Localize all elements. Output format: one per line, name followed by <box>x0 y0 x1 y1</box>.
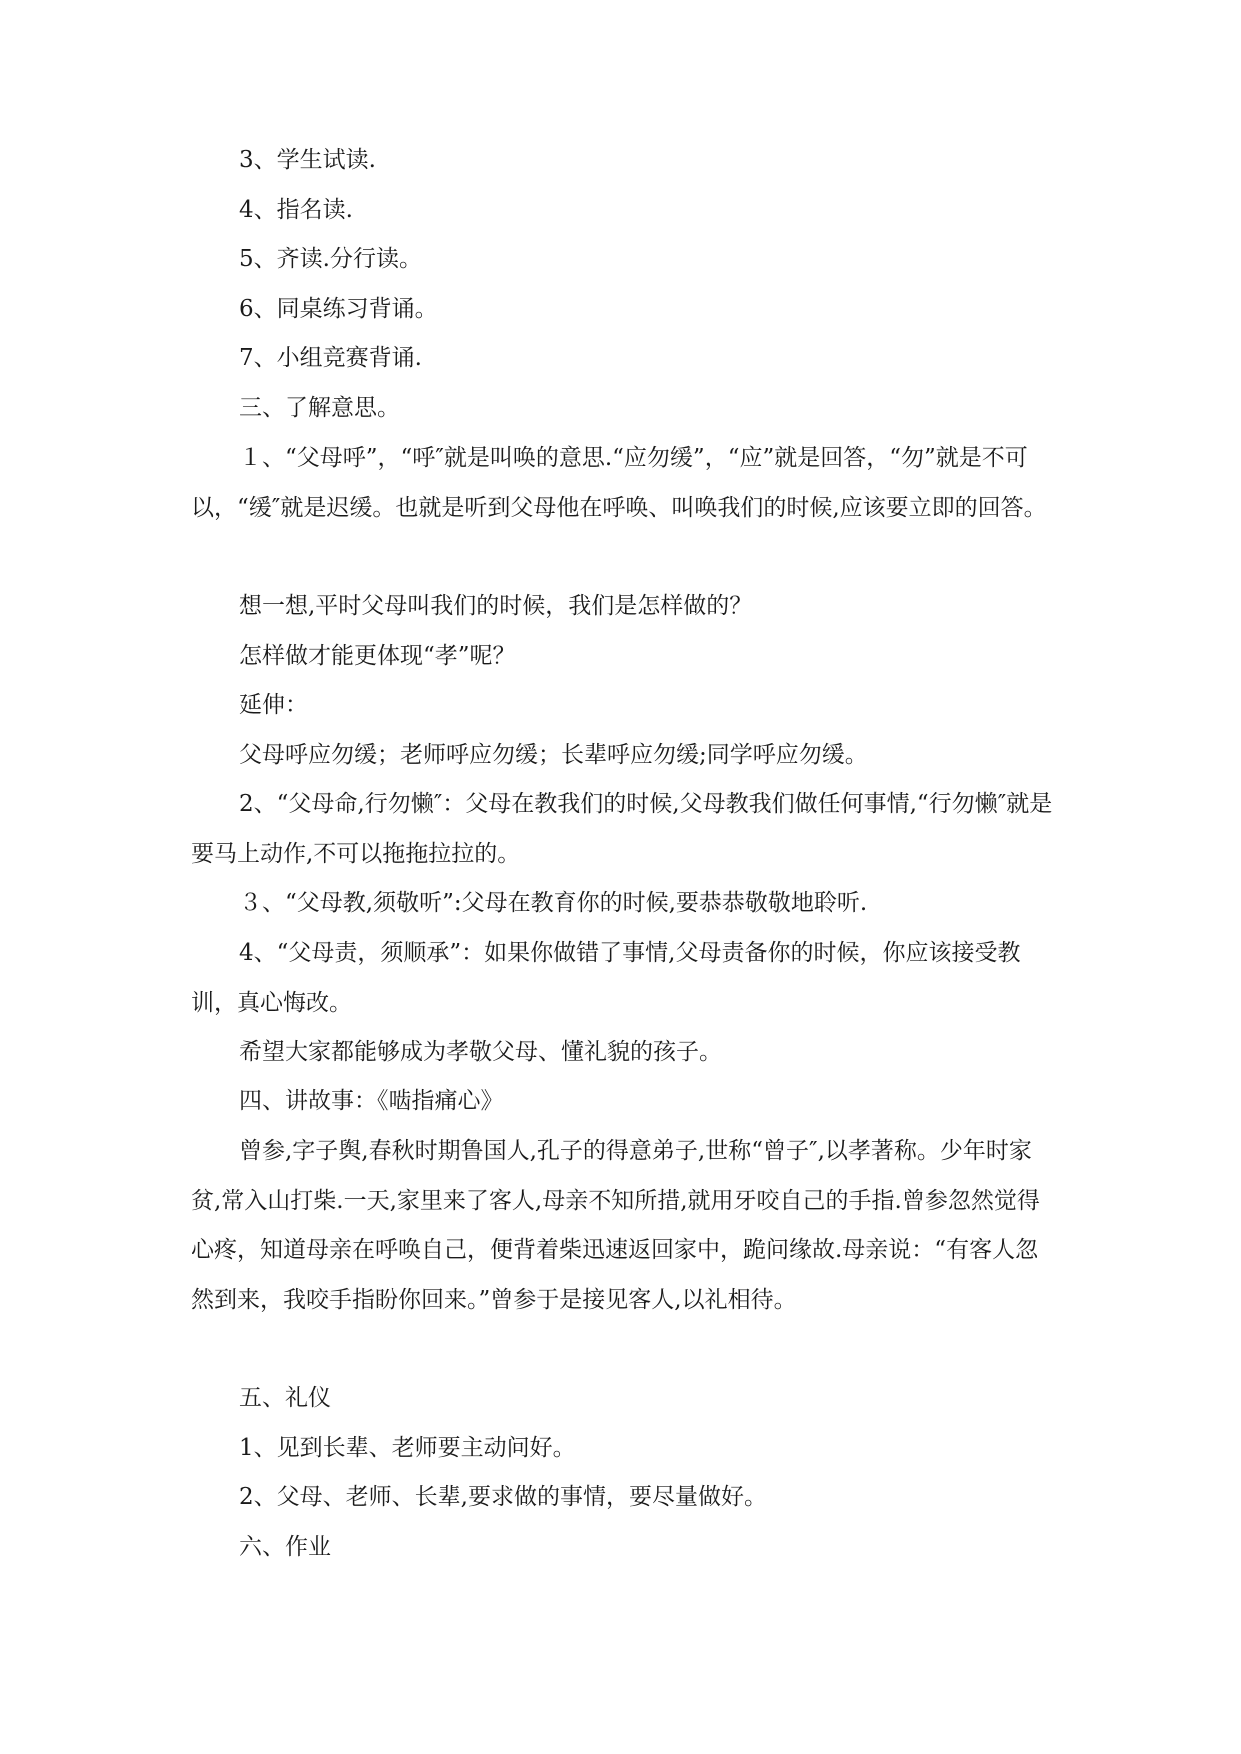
section-heading-5: 五、礼仪 <box>239 1385 331 1411</box>
paragraph-step-7: 7、小组竞赛背诵. <box>239 345 422 371</box>
section-heading-3: 三、了解意思。 <box>239 395 400 421</box>
paragraph-step-4: 4、指名读. <box>239 197 353 223</box>
paragraph-story: 曾参,字子舆,春秋时期鲁国人,孔子的得意弟子,世称“曾子″,以孝著称。少年时家贫,常入山打柴.一天,家里来了客人,母亲不知所措,就用牙咬自己的手指.曾参忽然觉得心疼，知道母亲在呼唤自己，便背着柴迅速返回家中，跪问缘故.母亲说：“有客人忽然到来，我咬手指盼你回来。”曾参于是接见客人,以礼相待。 <box>191 1138 1040 1313</box>
paragraph-meaning-3: ３、“父母教,须敬听”:父母在教育你的时候,要恭恭敬敬地聆听. <box>239 890 868 916</box>
paragraph-extension-label: 延伸： <box>239 692 308 718</box>
paragraph-meaning-1: １、“父母呼”，“呼″就是叫唤的意思.“应勿缓”，“应”就是回答，“勿”就是不可以，“缓″就是迟缓。也就是听到父母他在呼唤、叫唤我们的时候,应该要立即的回答。 <box>191 445 1047 521</box>
paragraph-etiquette-2: 2、父母、老师、长辈,要求做的事情，要尽量做好。 <box>239 1484 767 1510</box>
paragraph-question: 怎样做才能更体现“孝”呢？ <box>239 643 516 669</box>
paragraph-think: 想一想,平时父母叫我们的时候，我们是怎样做的？ <box>239 593 753 619</box>
section-heading-6: 六、作业 <box>239 1534 331 1560</box>
paragraph-meaning-4: 4、“父母责，须顺承”：如果你做错了事情,父母责备你的时候，你应该接受教训，真心悔改。 <box>191 940 1021 1016</box>
paragraph-step-3: 3、学生试读. <box>239 147 376 173</box>
paragraph-hope: 希望大家都能够成为孝敬父母、懂礼貌的孩子。 <box>239 1039 722 1065</box>
paragraph-extension: 父母呼应勿缓；老师呼应勿缓；长辈呼应勿缓;同学呼应勿缓。 <box>239 742 868 768</box>
section-heading-4: 四、讲故事：《啮指痛心》 <box>239 1088 504 1114</box>
paragraph-step-6: 6、同桌练习背诵。 <box>239 296 438 322</box>
paragraph-etiquette-1: 1、见到长辈、老师要主动问好。 <box>239 1435 576 1461</box>
paragraph-step-5: 5、齐读.分行读。 <box>239 246 422 272</box>
paragraph-meaning-2: 2、“父母命,行勿懒″：父母在教我们的时候,父母教我们做任何事情,“行勿懒″就是要马上动作,不可以拖拖拉拉的。 <box>191 791 1053 867</box>
